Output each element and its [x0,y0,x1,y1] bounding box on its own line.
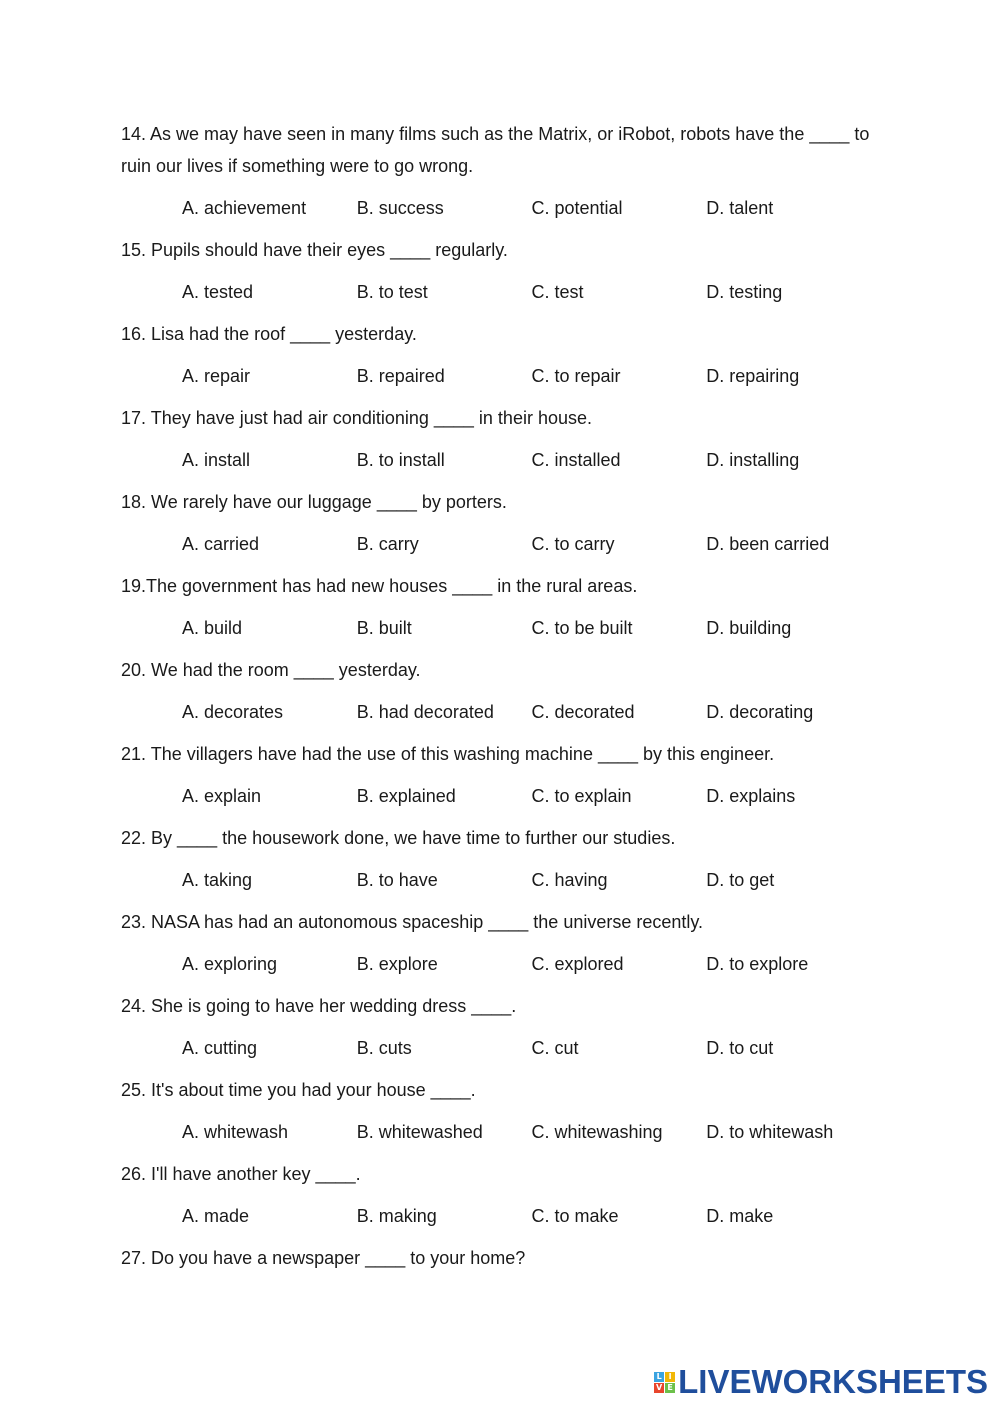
answer-option: A. cutting [182,1038,258,1058]
answer-options [182,1032,881,1064]
question-item [121,570,881,644]
badge-letter-i: I [665,1372,675,1382]
question-item [121,1158,881,1232]
question-item [121,1242,881,1274]
answer-options [182,780,881,812]
question-text: 16. Lisa had the roof ____ yesterday. [121,324,417,344]
answer-option: C. decorated [531,702,635,722]
answer-option: B. built [356,618,412,638]
answer-option: C. test [531,282,584,302]
answer-option: D. make [706,1206,774,1226]
answer-option: A. exploring [182,954,278,974]
answer-option: B. to test [356,282,428,302]
badge-letter-l: L [654,1372,664,1382]
question-item [121,1074,881,1148]
answer-option: C. whitewashing [531,1122,663,1142]
worksheet-questions [121,118,881,1284]
answer-option: C. to carry [531,534,615,554]
answer-option: D. decorating [706,702,814,722]
question-item [121,738,881,812]
answer-option: D. explains [706,786,796,806]
answer-option: D. been carried [706,534,830,554]
answer-option: D. repairing [706,366,800,386]
question-text: 14. As we may have seen in many films such as the Matrix, or iRobot, robots have the ____ to ruin our lives if something were to go wrong. [121,124,870,176]
answer-option: D. to whitewash [706,1122,834,1142]
answer-option: B. to have [356,870,438,890]
answer-option: D. to explore [706,954,809,974]
answer-option: C. to explain [531,786,632,806]
question-item [121,118,881,224]
question-item [121,906,881,980]
answer-option: D. building [706,618,792,638]
answer-option: B. cuts [356,1038,412,1058]
answer-option: D. installing [706,450,800,470]
answer-option: C. installed [531,450,621,470]
question-text: 26. I'll have another key ____. [121,1164,361,1184]
answer-option: A. repair [182,366,251,386]
question-text: 27. Do you have a newspaper ____ to your home? [121,1248,526,1268]
answer-option: D. to cut [706,1038,774,1058]
answer-option: C. to be built [531,618,633,638]
answer-option: C. to make [531,1206,619,1226]
answer-options [182,444,881,476]
answer-option: C. having [531,870,608,890]
question-text: 19.The government has had new houses ____ in the rural areas. [121,576,638,596]
question-item [121,234,881,308]
logo-wordmark: LIVEWORKSHEETS [678,1363,988,1400]
answer-option: B. had decorated [356,702,494,722]
question-item [121,990,881,1064]
answer-option: A. whitewash [182,1122,289,1142]
answer-option: A. made [182,1206,250,1226]
answer-options [182,696,881,728]
answer-option: A. install [182,450,251,470]
answer-option: C. cut [531,1038,579,1058]
question-text: 21. The villagers have had the use of this washing machine ____ by this engineer. [121,744,775,764]
question-item [121,822,881,896]
answer-option: A. explain [182,786,262,806]
badge-letter-v: V [656,1382,663,1392]
liveworksheets-logo [654,1365,988,1399]
question-item [121,402,881,476]
answer-option: A. build [182,618,243,638]
answer-option: C. explored [531,954,624,974]
question-text: 15. Pupils should have their eyes ____ regularly. [121,240,508,260]
answer-options [182,1200,881,1232]
answer-option: A. achievement [182,198,307,218]
question-text: 23. NASA has had an autonomous spaceship ____ the universe recently. [121,912,704,932]
answer-option: B. to install [356,450,445,470]
question-text: 20. We had the room ____ yesterday. [121,660,421,680]
answer-options [182,360,881,392]
question-text: 17. They have just had air conditioning ____ in their house. [121,408,592,428]
answer-option: D. to get [706,870,775,890]
answer-options [182,1116,881,1148]
answer-option: B. making [356,1206,437,1226]
answer-options [182,528,881,560]
answer-options [182,612,881,644]
question-item [121,486,881,560]
answer-options [182,864,881,896]
question-text: 24. She is going to have her wedding dress ____. [121,996,517,1016]
question-text: 22. By ____ the housework done, we have time to further our studies. [121,828,676,848]
question-item [121,318,881,392]
question-text: 18. We rarely have our luggage ____ by porters. [121,492,507,512]
answer-options [182,948,881,980]
answer-option: A. carried [182,534,260,554]
answer-option: B. explained [356,786,456,806]
answer-option: B. whitewashed [356,1122,483,1142]
answer-option: D. testing [706,282,783,302]
liveworksheets-badge-icon [654,1372,675,1393]
answer-option: B. repaired [356,366,445,386]
answer-option: A. decorates [182,702,284,722]
question-text: 25. It's about time you had your house ____. [121,1080,476,1100]
answer-option: D. talent [706,198,774,218]
answer-option: A. taking [182,870,253,890]
answer-option: C. to repair [531,366,621,386]
answer-option: A. tested [182,282,254,302]
answer-options [182,276,881,308]
answer-option: B. success [356,198,444,218]
answer-options [182,192,881,224]
question-item [121,654,881,728]
answer-option: B. carry [356,534,419,554]
badge-letter-e: E [665,1383,675,1393]
answer-option: C. potential [531,198,623,218]
answer-option: B. explore [356,954,438,974]
